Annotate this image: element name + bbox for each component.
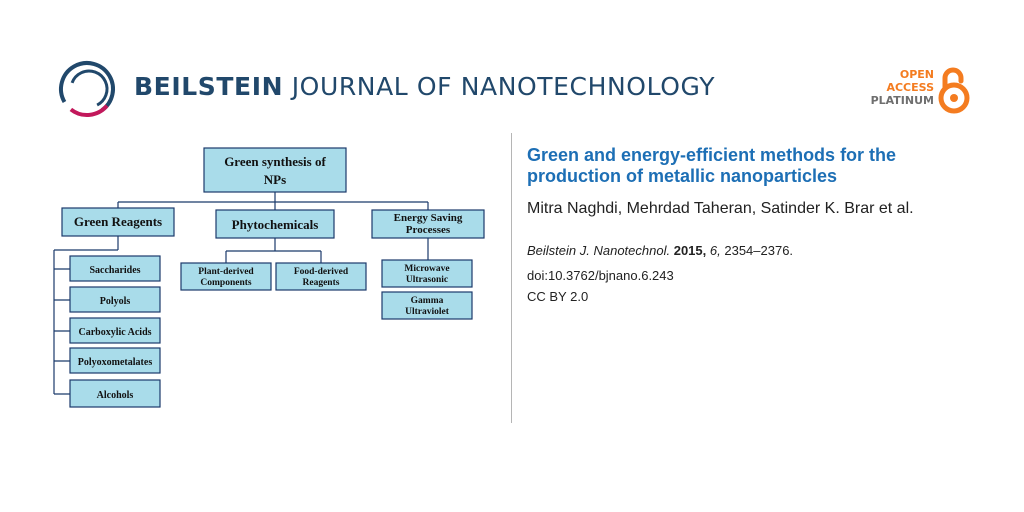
open-access-label	[871, 68, 934, 107]
microwave-line-1: Microwave	[404, 264, 450, 274]
citation-year: 2015,	[673, 243, 707, 258]
article-citation	[527, 243, 987, 258]
open-access-lock-icon	[936, 66, 972, 114]
gamma-line-2: Ultraviolet	[405, 307, 449, 317]
beilstein-logo-icon	[56, 58, 118, 120]
article-authors: Mitra Naghdi, Mehrdad Taheran, Satinder K. Brar et al.	[527, 200, 914, 217]
vertical-divider	[511, 133, 512, 423]
green-reagents-label: Green Reagents	[73, 214, 163, 229]
energy-saving-line-2: Processes	[405, 224, 451, 236]
article-license[interactable]: CC BY 2.0	[527, 289, 589, 304]
article-info	[527, 145, 987, 304]
journal-abbrev: Beilstein J. Nanotechnol.	[527, 243, 671, 258]
article-title[interactable]: Green and energy-efficient methods for the production of metallic nanoparticles	[527, 145, 897, 186]
citation-pages: 2354–2376.	[724, 243, 794, 258]
root-line-2: NPs	[263, 172, 287, 187]
journal-header	[0, 0, 1024, 120]
plant-derived-line-2: Components	[200, 278, 252, 288]
polyoxometalates-label: Polyoxometalates	[77, 357, 153, 368]
energy-saving-line-1: Energy Saving	[393, 212, 463, 224]
journal-name-strong: BEILSTEIN	[134, 72, 284, 101]
food-derived-line-1: Food-derived	[293, 267, 349, 277]
carboxylic-acids-label: Carboxylic Acids	[78, 327, 152, 338]
article-doi[interactable]: doi:10.3762/bjnano.6.243	[527, 268, 674, 283]
polyols-label: Polyols	[99, 296, 131, 307]
plant-derived-line-1: Plant-derived	[198, 267, 254, 277]
oa-line-2: ACCESS	[886, 81, 934, 94]
journal-name-rest: JOURNAL OF NANOTECHNOLOGY	[291, 72, 716, 101]
gamma-line-1: Gamma	[410, 296, 444, 306]
oa-line-3: PLATINUM	[870, 94, 934, 107]
alcohols-label: Alcohols	[96, 390, 134, 401]
oa-line-1: OPEN	[899, 68, 934, 81]
graphical-abstract-flowchart	[40, 132, 510, 432]
phytochemicals-label: Phytochemicals	[231, 217, 319, 232]
microwave-line-2: Ultrasonic	[405, 275, 449, 285]
food-derived-line-2: Reagents	[302, 278, 340, 288]
root-line-1: Green synthesis of	[224, 154, 326, 169]
saccharides-label: Saccharides	[89, 265, 141, 276]
citation-volume: 6,	[709, 243, 721, 258]
journal-title	[134, 72, 715, 101]
